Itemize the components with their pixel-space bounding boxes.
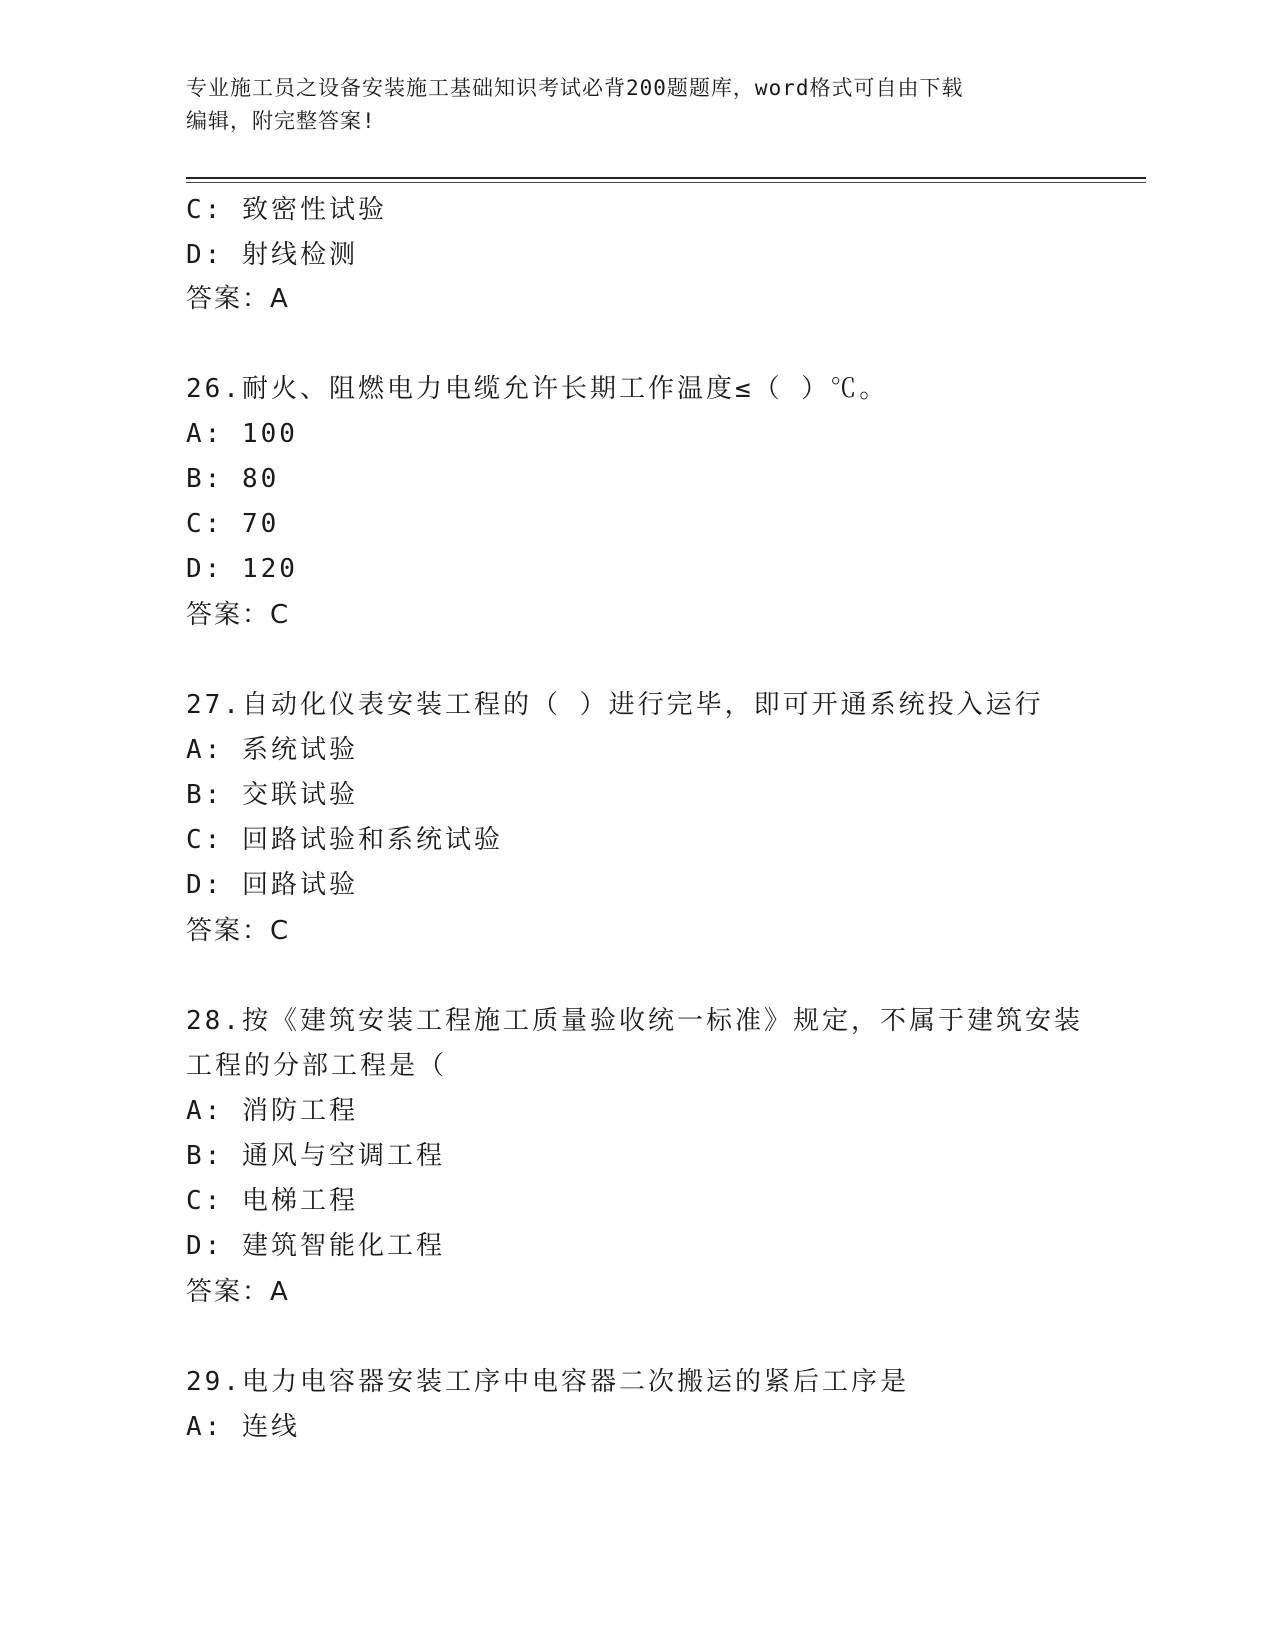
q28-answer: 答案：A (186, 1277, 290, 1307)
q29-stem: 29.电力电容器安装工序中电容器二次搬运的紧后工序是 (186, 1367, 909, 1397)
q28-stem-line-1: 28.按《建筑安装工程施工质量验收统一标准》规定，不属于建筑安装 (186, 1006, 1083, 1036)
q28-option-d: D: 建筑智能化工程 (186, 1231, 445, 1261)
prev-option-d: D: 射线检测 (186, 240, 358, 270)
prev-option-c: C: 致密性试验 (186, 195, 387, 225)
header-divider-thick (186, 177, 1146, 179)
prev-answer: 答案：A (186, 284, 290, 314)
q27-stem: 27.自动化仪表安装工程的（ ）进行完毕，即可开通系统投入运行 (186, 690, 1044, 720)
q27-answer: 答案：C (186, 916, 291, 946)
q27-option-c: C: 回路试验和系统试验 (186, 825, 503, 855)
q27-option-a: A: 系统试验 (186, 735, 358, 765)
q26-stem: 26.耐火、阻燃电力电缆允许长期工作温度≤（ ）℃。 (186, 374, 889, 404)
header-line-2: 编辑，附完整答案! (186, 109, 376, 133)
q26-option-a: A: 100 (186, 419, 298, 449)
q26-option-c: C: 70 (186, 509, 280, 539)
q28-option-b: B: 通风与空调工程 (186, 1141, 445, 1171)
header-divider-thin (186, 182, 1146, 183)
q28-stem-line-2: 工程的分部工程是（ (186, 1051, 448, 1081)
q28-option-a: A: 消防工程 (186, 1096, 358, 1126)
q27-option-b: B: 交联试验 (186, 780, 358, 810)
q27-option-d: D: 回路试验 (186, 870, 358, 900)
q26-option-b: B: 80 (186, 464, 280, 494)
q26-answer: 答案：C (186, 600, 291, 630)
q28-option-c: C: 电梯工程 (186, 1186, 358, 1216)
q29-option-a: A: 连线 (186, 1412, 300, 1442)
q26-option-d: D: 120 (186, 554, 298, 584)
document-header (186, 72, 1086, 138)
header-line-1: 专业施工员之设备安装施工基础知识考试必背200题题库，word格式可自由下载 (186, 76, 964, 100)
